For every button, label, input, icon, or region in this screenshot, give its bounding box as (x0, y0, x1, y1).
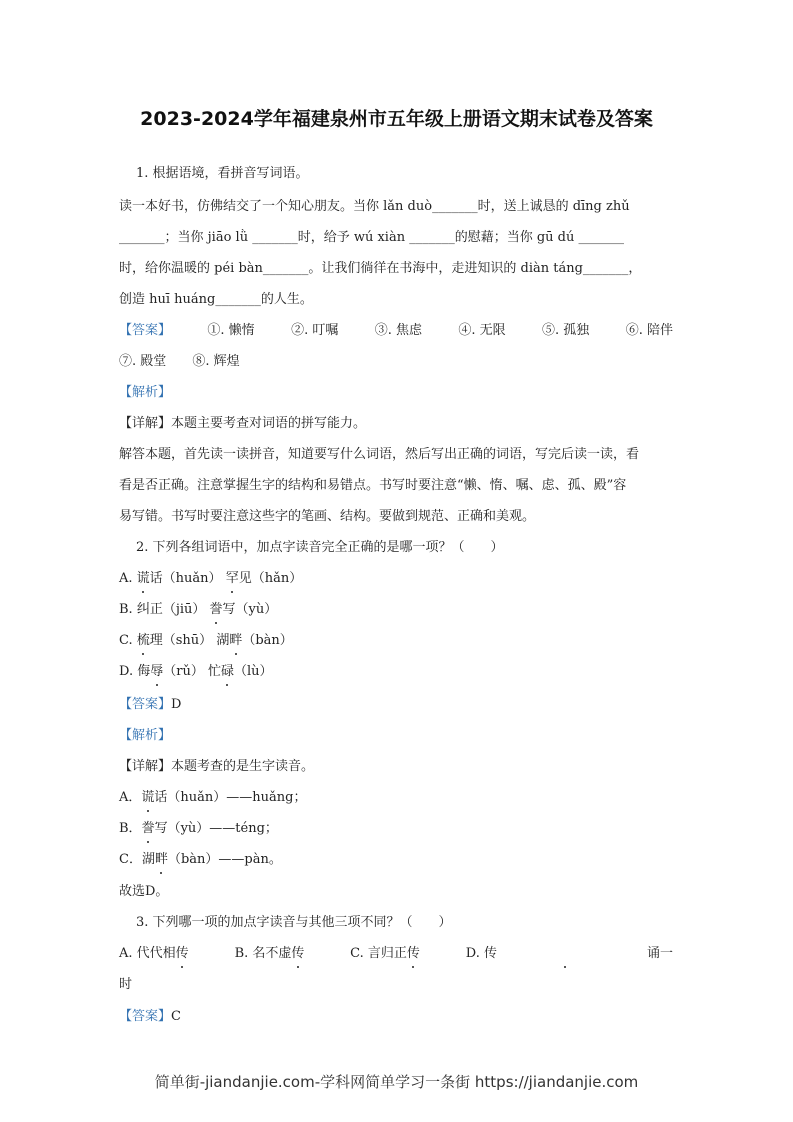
q3-answer (119, 1008, 679, 1026)
q3-stem: 3. 下列哪一项的加点字读音与其他三项不同？（ ） (136, 915, 452, 930)
q2-option-b-text-2: 写（yù） (222, 602, 278, 617)
q3-option-c-text: C. 言归正 (350, 946, 407, 961)
q2-explain-b-text: 写（yù）——téng； (154, 821, 278, 836)
q1-answer-8: ⑧. 辉煌 (192, 354, 240, 369)
q2-option-c-prefix: C. (119, 633, 137, 648)
q3-option-b-text: B. 名不虚 (234, 946, 292, 961)
q2-option-a (119, 570, 679, 588)
q1-explain-3: 易写错。书写时要注意这些字的笔画、结构。要做到规范、正确和美观。 (119, 509, 536, 524)
q1-answer-1: ①. 懒惰 (207, 323, 255, 338)
q1-answer-row (119, 322, 673, 340)
q2-option-a-dotted-2: 罕 (225, 571, 239, 586)
q2-explain-b-dotted: 誊 (141, 821, 155, 836)
q3-option-c-dotted: 传 (406, 946, 420, 961)
q2-detail: 【详解】本题考查的是生字读音。 (119, 759, 315, 774)
q2-option-a-prefix: A. (119, 571, 137, 586)
q3-option-a (119, 945, 235, 963)
q1-explain-2: 看是否正确。注意掌握生字的结构和易错点。书写时要注意“懒、惰、嘱、虑、孤、殿”容 (119, 478, 627, 493)
q2-explain-b-prefix: B． (119, 821, 142, 836)
q2-option-b-dotted: 誊 (209, 602, 223, 617)
q3-option-a-dotted: 传 (175, 946, 189, 961)
q3-answer-value: C (171, 1009, 181, 1024)
q2-explain-a-prefix: A． (119, 790, 142, 805)
q2-option-c-dotted-2: 畔 (229, 633, 243, 648)
q1-answer-label: 【答案】 (119, 323, 172, 338)
q2-option-b-prefix: B. (119, 602, 137, 617)
q1-answer-6: ⑥. 陪伴 (625, 323, 673, 338)
q1-explain-1: 解答本题，首先读一读拼音，知道要写什么词语，然后写出正确的词语，写完后读一读，看 (119, 447, 640, 462)
q2-stem: 2. 下列各组词语中，加点字读音完全正确的是哪一项？（ ） (136, 540, 504, 555)
q2-analysis-label: 【解析】 (119, 728, 172, 743)
q3-answer-label: 【答案】 (119, 1009, 172, 1024)
q2-option-a-dotted-1: 谎 (136, 571, 150, 586)
q2-explain-a-text: 话（huǎn）——huǎng； (154, 790, 307, 805)
q1-analysis-label: 【解析】 (119, 385, 172, 400)
q1-answer-4: ④. 无限 (458, 323, 506, 338)
q1-answer-row-2 (119, 353, 679, 371)
page-title: 2023-2024学年福建泉州市五年级上册语文期末试卷及答案 (140, 108, 653, 130)
q2-option-c-dotted-1: 梳 (136, 633, 150, 648)
q2-option-b (119, 601, 679, 619)
q2-explain-c-text: （bàn）——pàn。 (167, 852, 282, 867)
q3-option-a-text: A. 代代相 (119, 946, 176, 961)
q3-options (119, 945, 673, 963)
q3-option-d-wrap: 时 (119, 977, 133, 992)
q2-explain-a (119, 789, 679, 807)
q1-line-4: 创造 huī huáng_______的人生。 (119, 292, 313, 307)
q3-option-d-text: 诵一 (646, 946, 673, 961)
q2-option-d-dotted-1: 辱 (150, 664, 164, 679)
q3-option-d (466, 945, 673, 963)
q1-answer-5: ⑤. 孤独 (542, 323, 590, 338)
q2-explain-c-dotted: 畔 (154, 852, 168, 867)
q2-option-d-dotted-2: 碌 (220, 664, 234, 679)
q2-option-d-prefix: D. 侮 (119, 664, 151, 679)
q2-option-c (119, 632, 679, 650)
q1-line-2: _______；当你 jiāo lǜ _______时，给予 wú xiàn _______的慰藉；当你 gū dú _______ (119, 230, 624, 245)
q2-option-d-text-2: （lù） (234, 664, 273, 679)
q1-detail: 【详解】本题主要考查对词语的拼写能力。 (119, 416, 367, 431)
q1-line-3: 时，给你温暖的 péi bàn_______。让我们徜徉在书海中，走进知识的 diàn táng_______， (119, 261, 642, 276)
q2-explain-c (119, 851, 679, 869)
q2-answer (119, 696, 679, 714)
q3-option-c (350, 945, 466, 963)
q3-option-b (235, 945, 351, 963)
q2-explain-a-dotted: 谎 (141, 790, 155, 805)
q2-answer-label: 【答案】 (119, 697, 172, 712)
q2-option-c-text-1: 理（shū） 湖 (149, 633, 230, 648)
q1-line-1: 读一本好书，仿佛结交了一个知心朋友。当你 lǎn duò_______时，送上诚恳的 dīng zhǔ (119, 199, 630, 214)
q2-option-c-text-2: （bàn） (242, 633, 293, 648)
q3-option-d-prefix: D. (465, 946, 484, 961)
q2-explain-b (119, 820, 679, 838)
q3-option-b-dotted: 传 (291, 946, 305, 961)
q2-option-d (119, 663, 679, 681)
q1-answer-3: ③. 焦虑 (374, 323, 422, 338)
q2-conclusion: 故选D。 (119, 884, 169, 899)
page-footer: 简单街-jiandanjie.com-学科网简单学习一条街 https://jiandanjie.com (154, 1073, 639, 1091)
q2-option-a-text-1: 话（huǎn） (149, 571, 226, 586)
q2-option-d-text-1: （rǔ） 忙 (163, 664, 221, 679)
q3-option-d-dotted: 传 (484, 945, 647, 963)
q2-option-a-text-2: 见（hǎn） (238, 571, 303, 586)
q2-option-b-text-1: 纠正（jiū） (136, 602, 210, 617)
q1-answer-7: ⑦. 殿堂 (119, 354, 167, 369)
q2-explain-c-prefix: C．湖 (119, 852, 155, 867)
q1-answer-2: ②. 叮嘱 (291, 323, 339, 338)
q1-stem: 1. 根据语境，看拼音写词语。 (136, 166, 309, 181)
q2-answer-value: D (171, 697, 182, 712)
